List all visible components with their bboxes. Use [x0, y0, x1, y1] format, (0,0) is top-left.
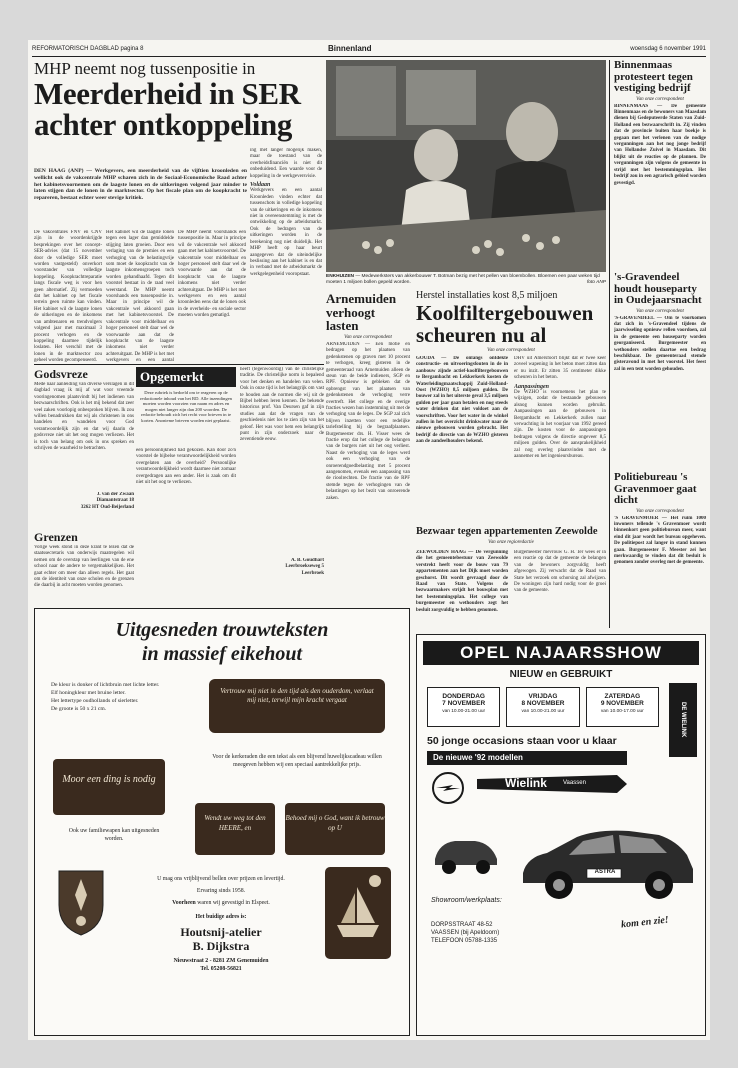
herstel-body-2: DHV uit Amersfoort blijkt dat er twee keer zoveel wapening in het beton moet zitten dan er nu inzit. Er zitten 35 centimeter dikke scheuren in het beton. [514, 356, 606, 381]
opel-day-time: van 10.00-21.00 uur [442, 709, 486, 714]
company-name-2: B. Dijkstra [192, 939, 250, 953]
opel-banner: 50 jonge occasions staan voor u klaar [427, 735, 617, 747]
trouwteksten-address-label: Het buidige adres is: [195, 914, 247, 920]
company-phone: Tel. 05208-56821 [200, 966, 242, 972]
arnemuiden-body: ARNEMUIDEN — Een motie en bedragen op het plaatsen van gedenkstenen op graven met 10 procent te verhogen, kreeg gisteren in de gemeenteraad van Arnemuiden alleen de steun van de beide indieners, SGP en RPF. Opnieuw is gebleken dat de opbrengst van het plaatsen van gedenkstenen de verhoging verre overtreft. Het college en de overige fracties wezen hun instemming uit met de verhoging van de leges. De SGP zal zich blijven inzetten voor een redelijke tariefstelling bij de begraafplaatsen. Burgemeester drs. H. Visser wees de fractie erop dat het college de belangen van de burgers niet uit het oog verliest. Naast de verhoging van de leges werd ook een verhoging van de onroerendgoedbelasting met 5 procent aangenomen, evenals een aanpassing van de rioolrechten. De fractie van de RPF stemde tegen de verhogingen van de belastingen op het bezit van onroerende zaken. [326, 341, 410, 501]
masthead-date: woensdag 6 november 1991 [630, 46, 706, 52]
family-crest-image [53, 865, 109, 939]
lead-body-2: Het kabinet wil de laagste lonen de uitkeringen en de inkomens van ambtenaren en trendvolgers volgend jaar met maximaal 3 procent verhogen en de koppeling daarmee tijdelijk loslaten. Het verschil met de lonen in de marktsector zou geheel worden gecompenseerd. [34, 306, 102, 362]
lead-headline-2: achter ontkoppeling [34, 107, 292, 142]
dealer-name: Wielink [505, 776, 547, 790]
opel-title: OPEL NAJAARSSHOW [423, 641, 699, 665]
opel-logo-icon [431, 771, 465, 805]
opel-day-date: 9 NOVEMBER [600, 700, 644, 707]
binnenmaas-headline: Binnenmaas protesteert tegen vestiging bedrijf [614, 59, 693, 95]
trouwteksten-title-1: Uitgesneden trouwteksten [115, 619, 329, 641]
sgravendeel-body: 'S-GRAVENDEEL — Om te voorkomen dat zich in 's-Gravendeel tijdens de jaarwisseling opnieuw rellen voordoen, zal in de gemeente een houseparty worden georganiseerd. Burgemeester en wethouders stellen daartoe een bedrag beschikbaar. De gemeenteraad stemde gisteravond in met het voorstel. Het feest zal in een tent worden gehouden. [614, 315, 706, 372]
sgravendeel-byline: Van onze correspondent [636, 308, 684, 314]
lead-subhead: Voldaan [250, 182, 271, 189]
herstel-article [416, 290, 606, 355]
opgemerkt-title: Opgemerkt [140, 369, 204, 384]
trouwteksten-contact-block [131, 875, 311, 973]
lead-kicker: MHP neemt nog tussenpositie in [34, 59, 256, 78]
photo-credit: foto ANP [586, 280, 606, 285]
sidebar-rule [609, 60, 610, 628]
zeewolde-byline: Van onze regioredactie [488, 540, 534, 545]
lead-intro: DEN HAAG (ANP) — Werkgevers, een meerderheid van de vijftien kroonleden en wellicht ook de vakcentrale MHP scharen zich in de Sociaal-Economische Raad achter het kabinetsvoornemen om de laagste lonen en de uitkeringen volgend jaar minder te laten stijgen dan de lonen in de marktsector. Op het fiscale plan om de koopkracht te repareren, bestaat echter weer stevige kritiek. [34, 168, 247, 202]
lead-body-3: Het kabinet wil de laagste lonen tegen een lager dan gemiddelde stijging laten groeien. Door een verlaging van de premies en een verhoging van de belastingvrije som moet de koopkracht van de laagste inkomensgroepen toch worden gehandhaafd. Tegen dit voorstel bestaat in de raad veel weerstand. [106, 230, 174, 293]
plaque-vertrouw: Vertrouw mij niet in den tijd als den ouderdom, verlaat mij niet, terwijl mijn kracht vergaat [209, 679, 385, 733]
zeewolde-body: ZEEWOLDEN HAAG — De vergunning die het gemeentebestuur van Zeewolde verstrekt heeft voor de bouw van 79 appartementen aan het Dijk moet worden geschorst. Dit wordt gevraagd door de Raad van State. Volgens de bezwaarmakers strijdt het bouwplan met het bestemmingsplan. Het college van burgemeester en wethouders zegt het besluit zorgvuldig te hebben genomen. [416, 550, 508, 613]
opel-day-name: DONDERDAG [442, 693, 485, 700]
lead-body-4b: De MHP neemt voorshands een tussenpositie in. Maar in principe wil de vakcentrale wel akkoord gaan met het kabinetsvoorstel. De vakcentrale voor middelbaar en hoger personeel stelt daar wel de voorwaarde aan dat de koopkracht van de laagste inkomens niet verder achteruitgaat. De MHP is het met werkgevers en een aantal kroonleden eens dat de lonen ook in de overheids- en sociale sector moeten worden gematigd. [178, 230, 246, 319]
opel-vertical-sign: DE WIELINK [669, 683, 697, 757]
opel-showroom-label: Showroom/werkplaats: [431, 897, 502, 904]
trouwteksten-title-2: in massief eikehout [141, 643, 302, 665]
godsvreze-headline: Godsvreze [34, 367, 88, 381]
herstel-byline: Van onze correspondent [487, 348, 535, 353]
zeewolde-article [416, 526, 606, 547]
politiebureau-headline: Politiebureau 's Gravenmoer gaat dicht [614, 471, 697, 507]
opel-day-card [586, 687, 659, 727]
ship-plaque-image [323, 865, 393, 961]
zeewolde-body-2: Burgemeester mevrouw G. H. Ter wees er in een reactie op dat de gemeente de belangen van de bewoners zorgvuldig heeft afgewogen. Zij verwacht dat de Raad van State het verzoek om schorsing zal afwijzen. De woningen zijn hard nodig voor de groei van de gemeente. [514, 550, 606, 594]
trouwteksten-since: Ervaring sinds 1958. [196, 888, 246, 894]
grenzen-headline: Grenzen [34, 530, 78, 544]
lead-body-col-1 [34, 230, 102, 362]
herstel-kicker: Herstel installaties kost 8,5 miljoen [416, 290, 558, 301]
classic-car-image [431, 819, 501, 877]
company-street: Nieuwstraat 2 - 8281 ZM Genemuiden [173, 958, 269, 964]
detail-line: De groote is 50 x 21 cm. [51, 706, 107, 712]
photo-caption-label: ENKHUIZEN [326, 274, 354, 279]
trouwteksten-offer-3: U mag ons vrijblijvend bellen over prijzen en levertijd. [157, 876, 285, 882]
letters-rule [34, 364, 324, 365]
opel-new-models: De nieuwe '92 modellen [427, 751, 627, 765]
opel-day-date: 7 NOVEMBER [442, 700, 486, 707]
newspaper-page [28, 40, 710, 1040]
herstel-subhead: Aanpassingen [514, 383, 550, 390]
lead-body-col-3 [178, 230, 246, 362]
company-name-1: Houtsnij-atelier [180, 925, 262, 939]
bulb-peelers-photo [326, 60, 606, 272]
trouwteksten-offer-1: Voor de kerkeraden die een tekst als een blijvend huwelijkscadeau willen meegeven hebben wij een speciaal aantrekkelijke prijs. [212, 754, 382, 768]
opel-day-time: van 10.00-17.00 uur [600, 709, 644, 714]
politiebureau-byline: Van onze correspondent [636, 508, 684, 514]
opel-address-line: VAASSEN (bij Apeldoorn) [431, 930, 500, 936]
binnenmaas-byline: Van onze correspondent [636, 96, 684, 102]
lead-body-5: ing met langer mogelijk maken, maar de toestand van de overheidsfinanciën is niet dit onbeduidend. Een waarde voor de koppeling in de werkgeversvisie. [250, 148, 322, 179]
shop-note-bold: Voorheen [172, 900, 196, 906]
lead-body-4: De MHP neemt voorshands een tussenpositie in. Maar in principe wil de vakcentrale wel akkoord gaan met het kabinetsvoorstel. De vakcentrale voor middelbaar en hoger personeel stelt daar wel de voorwaarde aan dat de koopkracht van de laagste inkomens niet verder achteruitgaat. De MHP is het met werkgevers en een aantal [106, 287, 174, 362]
dealer-town: Vaassen [563, 780, 586, 786]
lead-body-1: De vakcentrales FNV en CNV zijn in de woordenkrijgde besprekingen over het concept-SER-advies (dat 15 november door de volledige SER moet worden vastgesteld) onverkort voorstander van volledige koppeling. Koopkrachtreparatie langs fiscale weg is voor hen geen alternatief. Zij vermoeden dat het kabinet op het fiscale terrein geen ruimte kan vinden. [34, 230, 102, 306]
opel-address-line: TELEFOON 05788-1335 [431, 938, 498, 944]
opel-day-date: 8 NOVEMBER [521, 700, 565, 707]
trouwteksten-ad [34, 608, 410, 1036]
herstel-headline-2: scheuren nu al [416, 323, 547, 347]
masthead-paper: REFORMATORISCH DAGBLAD pagina 8 [32, 46, 144, 52]
opgemerkt-body-3: De bekende historicus prof. Van Deursen gaf in zijn studies aan dat de vragen van de geschiedenis niet los te zien zijn van het geloof. Het was voor hem een belangrijk punt in zijn onderzoek naar de zeventiende eeuw. [240, 399, 324, 443]
sgravendeel-headline: 's-Gravendeel houdt houseparty in Oudejaarsnacht [614, 271, 702, 307]
opel-subtitle: NIEUW en GEBRUIKT [509, 669, 613, 680]
opel-day-card [506, 687, 579, 727]
detail-line: De kleur is donker of lichtbruin met lichte letter. [51, 682, 160, 688]
opel-day-card [427, 687, 500, 727]
photo-caption-text: — Medewerksters van akkerbouwer T. Botman bezig met het pellen van bloembollen. Bloemen een paar weken tijd moeten 1 miljoen bollen gepeld worden. [326, 274, 600, 285]
plaque-behoed: Behoed mij o God, want ik betrouw op U [285, 803, 385, 855]
opel-day-time: van 10.00-21.00 uur [521, 709, 565, 714]
car-plate: ASTRA [594, 869, 616, 875]
opel-address-line: DORPSSTRAAT 48-52 [431, 922, 493, 928]
opel-astra-car-image [517, 811, 697, 907]
news-photo [326, 60, 606, 272]
shop-note-text: waren wij gevestigd in Elspeet. [197, 900, 270, 906]
detail-line: Het lettertype oudhollands of sierletter. [51, 698, 139, 704]
trouwteksten-shop-note [131, 899, 311, 907]
plaque-wendt: Wendt uw weg tot den HEERE, en [195, 803, 275, 855]
masthead-section: Binnenland [328, 44, 372, 53]
opgemerkt-col-2 [240, 367, 324, 553]
photo-caption [326, 274, 606, 288]
masthead-rule [32, 56, 706, 57]
grenzen-letter [34, 530, 134, 619]
opgemerkt-intro: Deze rubriek is bedoeld om te reageren op de redactionele inhoud van het RD. Alle inzendingen moeten worden voorzien van naam en adres en mogen niet langer zijn dan 200 woorden. De redactie behoudt zich het recht voor brieven in te korten. Anonieme brieven worden niet geplaatst. [140, 390, 232, 423]
lead-story [34, 60, 324, 140]
herstel-col-2 [514, 356, 606, 522]
trouwteksten-details [51, 681, 191, 713]
opel-slogan: kom en zie! [620, 914, 670, 931]
arnemuiden-headline: Arnemuiden verhoogt lasten [326, 291, 397, 334]
arnemuiden-article [326, 292, 410, 574]
godsvreze-body: Mede naar aanleiding van diverse verslagen in dit dagblad vraag ik mij af wat voor vreemde vooringenomen plaatsvindt bij het indienen van bezwaarschriften. Ook is het mij bekend dat zeer veel zaken voorlopig onbesproken blijven. Ik zou willen benadrukken dat wij als christenen in ons handelen en wandelen voor God verantwoordelijk zijn en dat wij daarin de godsvreze niet uit het oog mogen verliezen. Het is toch van belang om ook in ons spreken en schrijven de waarheid te betrachten. [34, 382, 134, 452]
opel-address [431, 921, 499, 945]
trouwteksten-offer-2: Ook uw familiewapen kan uitgesneden worden. [68, 828, 160, 842]
opel-ad [416, 634, 706, 1036]
herstel-body-3: De WZHO is voornemens het plan te wijzigen, zodat de bestaande gebouwen alsnog kunnen worden gebruikt. Aanpassingen aan de gebouwen in Bergambacht en Lekkerkerk zullen naar verwachting in het voorjaar van 1992 gereed zijn. De kosten voor de aanpassingen bedragen volgens de directie ongeveer 8,5 miljoen gulden. Over de aansprakelijkheid zal nog overleg plaatsvinden met de aannemer en het ingenieursbureau. [514, 390, 606, 460]
arnemuiden-byline: Van onze correspondent [344, 334, 392, 340]
lead-body-col-2 [106, 230, 174, 362]
lead-body-6: Werkgevers en een aantal Kroonleden vinden echter dat tussenschots in volledige koppeling van de uitkeringen en de inkomens niet in overeenstemming is met de ontwikkeling op de arbeidsmarkt. Ook de bedragen van de uitkeringen worden in de berekening nog niet duidelijk. Het MHP heeft op haar beurt aangegeven dat de uiteindelijke beslissing aan het kabinet is en dat in verband met de arbeidsmarkt de werkgelegenheid vooropstaat. [250, 188, 322, 277]
lead-headline-1: Meerderheid in SER [34, 76, 301, 111]
politiebureau-article [614, 472, 706, 632]
opgemerkt-signature: A. B. Goudhart Leerbroekseweg 5 Leerbroek [285, 558, 324, 576]
politiebureau-body: 'S GRAVENMOER — Het ruim 1000 inwoners tellende 's Gravenmoer wordt binnenkort geen politieburean meer, want eind dit jaar wordt het bureau opgeheven. De politiepost zal langer in stand kunnen gaan. Burgemeester F. Meester zei het merkwaardig te vinden dat dit besluit is genomen zonder overleg met de gemeente. [614, 515, 706, 566]
herstel-body: GOUDA — De onlangs ontdekte constructie- en uitvoeringsfouten in de in aanbouw zijnde actief-koolfiltergebouwen te Bergambacht en Lekkerkerk kosten de Waterleidingmaatschappij Zuid-Holland-Oost (WZHO) 8,5 miljoen gulden. De bouwer zal in het uiterste geval 3,5 miljoen gulden per jaar gaan betalen en nog steeds water drinken dat niet voldoet aan de voorschriften. Voor het water in de winkel zullen in het overzicht drinkwater naar de nieuwe gebouwen worden gebracht. Het bedrijf de directie van de WZHO gisteren aan de aandeelhouders bekend. [416, 356, 508, 445]
dealer-ribbon [477, 775, 627, 793]
herstel-headline-1: Koolfiltergebouwen [416, 301, 594, 325]
opgemerkt-body-2: heeft (tegenwoordig) van de christelijke traditie. De christelijke norm is bepalend voor het denken en handelen van velen. Ook in onze tijd is het belangrijk om vast te houden aan de normen die wij uit de Bijbel hebben leren kennen. [240, 367, 324, 405]
opel-day-name: ZATERDAG [604, 693, 641, 700]
godsvreze-letter [34, 367, 134, 512]
lead-body-col-4 [250, 148, 322, 362]
binnenmaas-body: BINNENMAAS — De gemeente Binnenmaas en de bewoners van Maasdam dienen bij Gedeputeerde Staten van Zuid-Holland een bezwaarschrift in. Zij vinden dat de provincie buiten haar boekje is gegaan met het verlenen van de nodige vergunningen aan het nog jonge bedrijf van Hollandse Zuivel in Maasdam. Dit blijkt uit de reacties op de plannen. De vergunningen zijn volgens de gemeente in strijd met het bestemmingsplan. Het bedrijf zou in een agrarisch gebied worden gevestigd. [614, 103, 706, 186]
opel-day-name: VRIJDAG [528, 693, 558, 700]
sgravendeel-article [614, 272, 706, 456]
opgemerkt-banner [136, 367, 236, 387]
godsvreze-signature: J. van der Zwaan Diamantstraat 18 3262 HT Oud-Beijerland [80, 492, 134, 510]
plaque-moor-een-ding: Moor een ding is nodig [53, 759, 165, 815]
detail-line: Elf honingkleur met bruine letter. [51, 690, 126, 696]
zeewolde-headline: Bezwaar tegen appartementen Zeewolde [416, 526, 598, 537]
grenzen-body: Vorige week stond in deze krant te lezen dat de staatssecretaris van onderwijs maatregelen wil nemen om de overstap van leerlingen van de ene school naar de andere te vergemakkelijken. Het gaat echter om meer dan alleen regels. Het gaat om de identiteit van onze scholen en de grenzen die daarbij in acht moeten worden genomen. [34, 545, 134, 589]
opgemerkt-body-1: een persoonlijkheid had gekozen. Kan door zo'n voorstel de bijbelse verantwoordelijkheid worden overgelaten aan de overheid? Persoonlijke verantwoordelijkheid wordt daarmee niet zomaar overgedragen aan een ander. Het is zaak om dit niet uit het oog te verliezen. [136, 448, 236, 486]
opel-days [427, 687, 659, 727]
binnenmaas-article [614, 60, 706, 252]
